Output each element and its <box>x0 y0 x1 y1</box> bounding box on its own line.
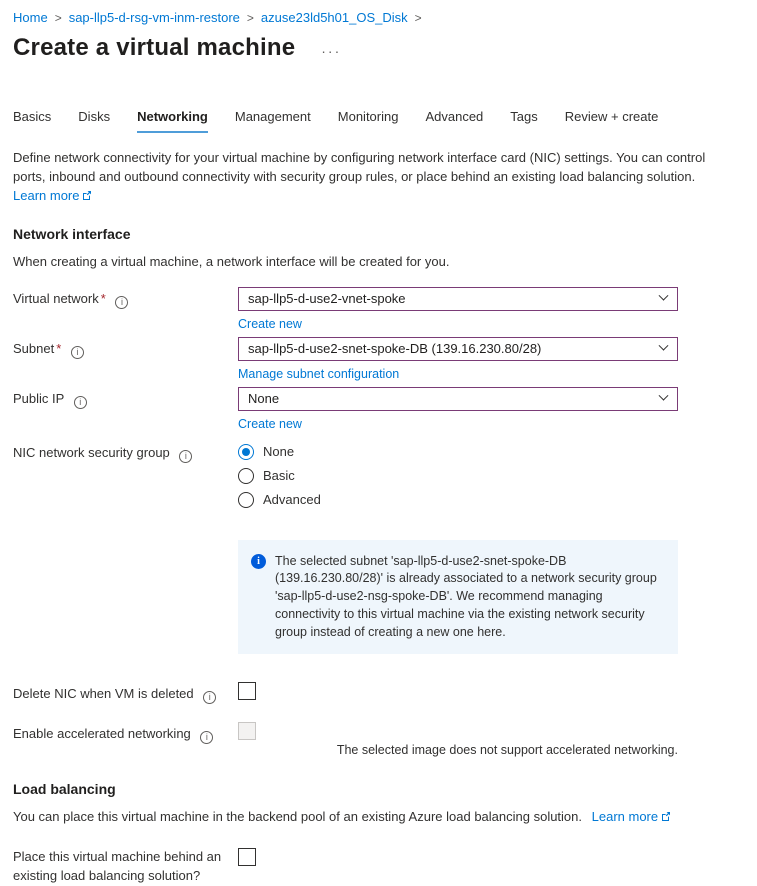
public-ip-dropdown[interactable] <box>238 387 678 411</box>
virtual-network-label: Virtual network * i <box>13 287 238 309</box>
place-behind-lb-row <box>13 848 743 886</box>
tab-disks[interactable]: Disks <box>78 109 111 124</box>
tab-monitoring[interactable]: Monitoring <box>337 109 399 124</box>
load-balancing-description: You can place this virtual machine in the backend pool of an existing Azure load balancing solution. Learn more <box>13 809 743 824</box>
intro-text <box>13 149 718 206</box>
tab-bar <box>13 109 743 133</box>
radio-unselected-icon <box>238 492 254 508</box>
accelerated-networking-checkbox <box>238 722 256 740</box>
nsg-radio-basic[interactable] <box>238 468 678 484</box>
external-link-icon <box>661 809 671 824</box>
nic-nsg-radio-group <box>238 441 678 516</box>
section-heading-network-interface: Network interface <box>13 225 131 242</box>
delete-nic-label: Delete NIC when VM is deleted i <box>13 682 238 704</box>
required-mark: * <box>100 290 106 306</box>
intro-learn-more-link[interactable]: Learn more <box>13 188 92 203</box>
info-box-text: The selected subnet 'sap-llp5-d-use2-snet-spoke-DB (139.16.230.80/28)' is already associated to a network security group 'sap-llp5-d-use2-nsg-spoke-DB'. We recommend managing connectivity to this virtual machine via the existing network security group instead of creating a new one here. <box>275 553 657 639</box>
public-ip-create-new-link[interactable]: Create new <box>238 416 302 431</box>
subnet-nsg-info-box <box>238 540 678 655</box>
info-icon[interactable]: i <box>179 450 192 463</box>
public-ip-label: Public IP i <box>13 387 238 409</box>
manage-subnet-configuration-link[interactable]: Manage subnet configuration <box>238 366 400 381</box>
breadcrumb-disk-link[interactable]: azuse23ld5h01_OS_Disk <box>260 10 408 25</box>
tab-advanced[interactable]: Advanced <box>425 109 484 124</box>
title-row <box>13 34 743 62</box>
nsg-radio-none-label: None <box>263 444 295 460</box>
public-ip-row <box>13 387 743 431</box>
virtual-network-value: sap-llp5-d-use2-vnet-spoke <box>248 291 406 307</box>
radio-selected-icon <box>238 444 254 460</box>
info-icon[interactable]: i <box>71 346 84 359</box>
virtual-network-create-new-link[interactable]: Create new <box>238 316 302 331</box>
chevron-down-icon <box>659 341 669 351</box>
subnet-row <box>13 337 743 381</box>
place-behind-lb-label: Place this virtual machine behind an existing load balancing solution? <box>13 849 222 884</box>
nsg-radio-basic-label: Basic <box>263 468 295 484</box>
subnet-label: Subnet * i <box>13 337 238 359</box>
virtual-network-row <box>13 287 743 331</box>
section-heading-load-balancing: Load balancing <box>13 781 116 798</box>
external-link-icon <box>82 187 92 206</box>
accelerated-networking-label: Enable accelerated networking i <box>13 722 238 744</box>
more-menu-icon[interactable]: ··· <box>321 43 342 59</box>
tab-networking[interactable]: Networking <box>137 109 208 133</box>
tab-tags[interactable]: Tags <box>510 109 538 124</box>
subnet-value: sap-llp5-d-use2-snet-spoke-DB (139.16.230.80/28) <box>248 341 542 357</box>
nic-nsg-row <box>13 441 743 516</box>
nsg-radio-none[interactable] <box>238 444 678 460</box>
breadcrumb-separator: > <box>414 10 422 25</box>
load-balancing-learn-more-link[interactable]: Learn more <box>592 809 671 824</box>
info-icon[interactable]: i <box>200 731 213 744</box>
nic-nsg-label: NIC network security group i <box>13 441 238 463</box>
delete-nic-row <box>13 682 743 704</box>
nsg-radio-advanced-label: Advanced <box>263 492 321 508</box>
virtual-network-dropdown[interactable] <box>238 287 678 311</box>
accelerated-networking-note: The selected image does not support accelerated networking. <box>336 743 678 758</box>
info-icon[interactable]: i <box>74 396 87 409</box>
radio-unselected-icon <box>238 468 254 484</box>
info-filled-icon: i <box>251 554 266 569</box>
page-title: Create a virtual machine <box>13 34 296 61</box>
chevron-down-icon <box>659 291 669 301</box>
public-ip-value: None <box>248 391 280 407</box>
intro-description: Define network connectivity for your virtual machine by configuring network interface card (NIC) settings. You can control ports, inbound and outbound connectivity with security group rules, or place behind an existing load balancing solution. <box>13 150 706 184</box>
nsg-radio-advanced[interactable] <box>238 492 678 508</box>
network-interface-description: When creating a virtual machine, a network interface will be created for you. <box>13 253 450 269</box>
breadcrumb-rsg-link[interactable]: sap-llp5-d-rsg-vm-inm-restore <box>68 10 240 25</box>
accelerated-networking-row <box>13 722 743 757</box>
breadcrumb-home-link[interactable]: Home <box>13 10 48 25</box>
place-behind-lb-checkbox[interactable] <box>238 848 256 866</box>
tab-review-create[interactable]: Review + create <box>564 109 659 124</box>
subnet-dropdown[interactable] <box>238 337 678 361</box>
breadcrumb-separator: > <box>54 10 62 25</box>
tab-management[interactable]: Management <box>234 109 311 124</box>
tab-basics[interactable]: Basics <box>13 109 52 124</box>
info-icon[interactable]: i <box>203 691 216 704</box>
delete-nic-checkbox[interactable] <box>238 682 256 700</box>
chevron-down-icon <box>659 391 669 401</box>
breadcrumb-separator: > <box>246 10 254 25</box>
info-icon[interactable]: i <box>115 296 128 309</box>
breadcrumb <box>13 10 743 25</box>
required-mark: * <box>56 340 62 356</box>
